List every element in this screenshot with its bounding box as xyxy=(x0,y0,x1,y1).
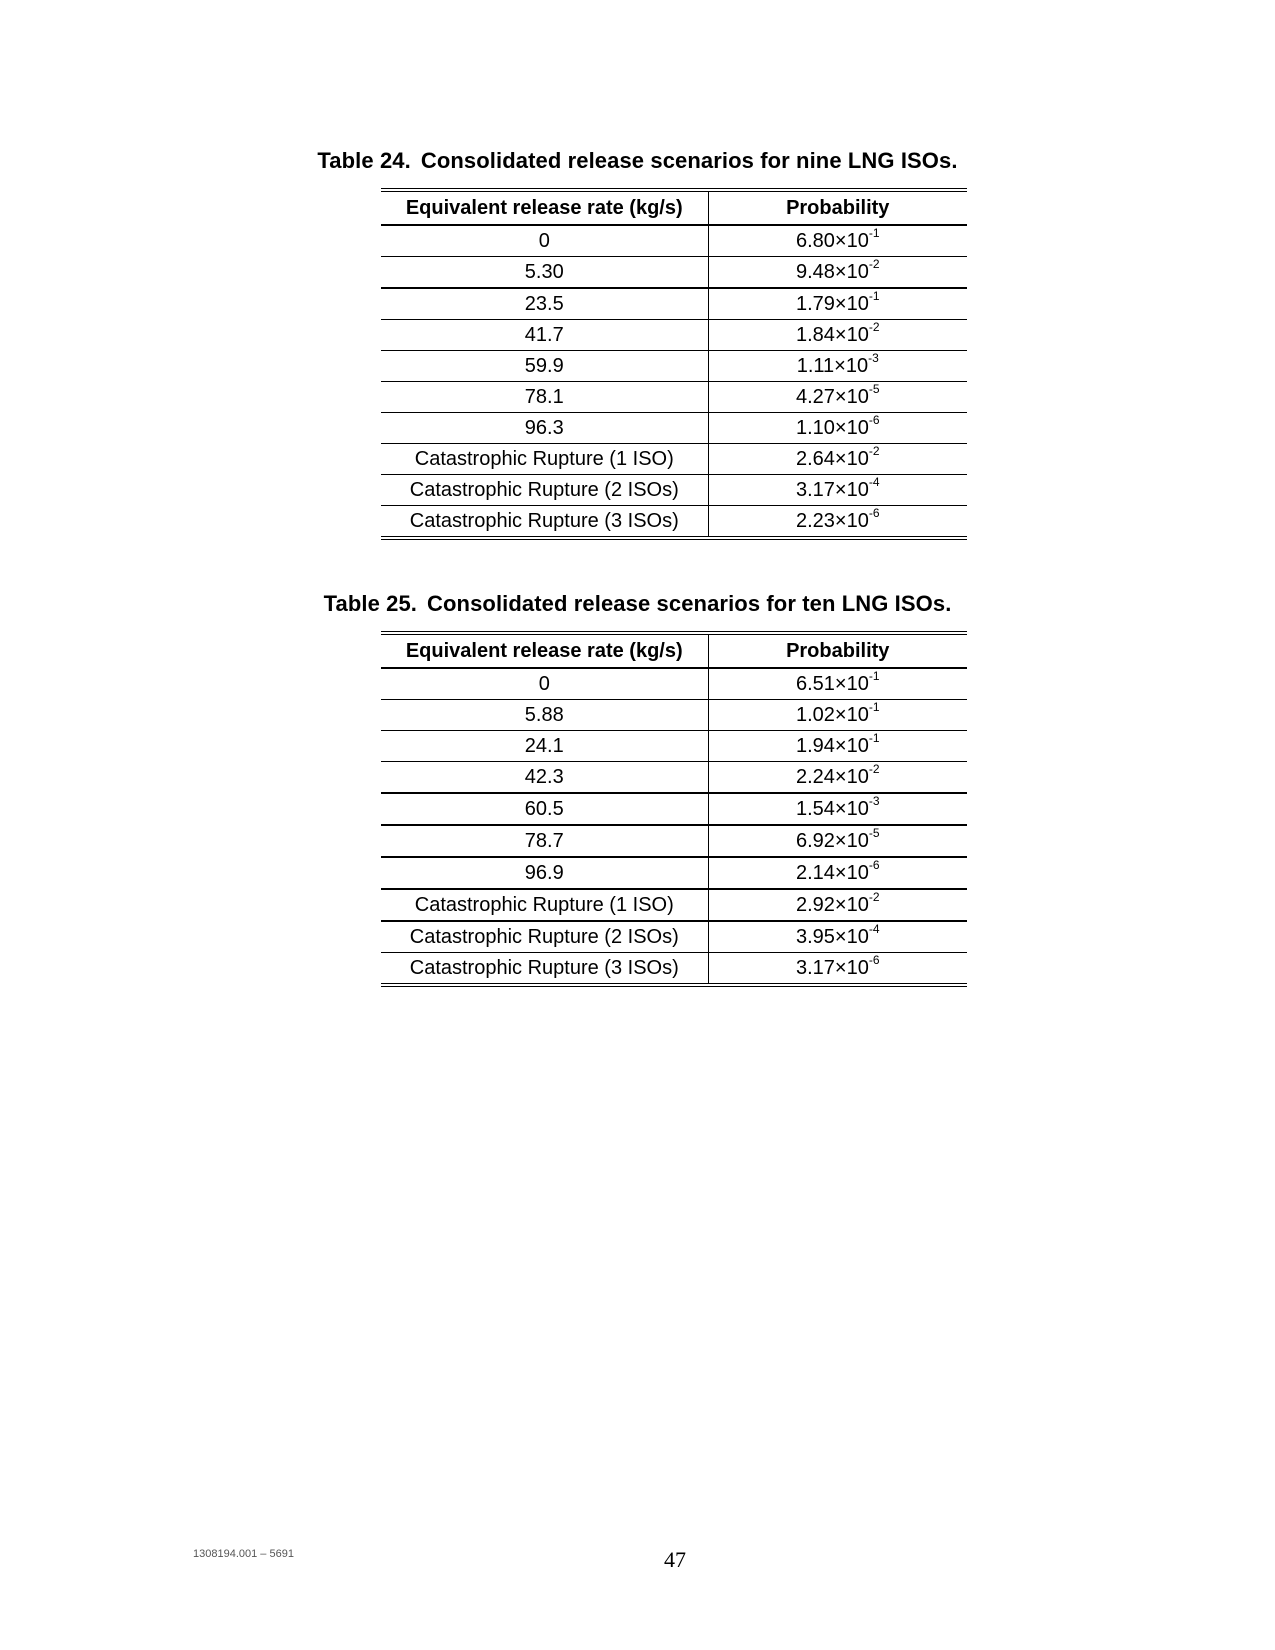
release-rate-cell: Catastrophic Rupture (2 ISOs) xyxy=(381,921,708,953)
probability-exponent: -1 xyxy=(868,669,880,684)
probability-exponent: -6 xyxy=(868,413,880,428)
times-ten: ×10 xyxy=(834,704,869,726)
probability-mantissa: 2.23 xyxy=(795,510,835,532)
release-rate-cell: Catastrophic Rupture (1 ISO) xyxy=(381,444,708,475)
probability-exponent: -1 xyxy=(868,700,880,715)
table-row xyxy=(381,793,967,825)
probability-mantissa: 4.27 xyxy=(795,386,835,408)
document-id: 1308194.001 – 5691 xyxy=(193,1548,294,1560)
probability-mantissa: 2.64 xyxy=(795,448,835,470)
probability-mantissa: 6.80 xyxy=(795,230,835,252)
probability-mantissa: 1.79 xyxy=(795,293,835,315)
times-ten: ×10 xyxy=(834,417,869,439)
times-ten: ×10 xyxy=(834,766,869,788)
probability-mantissa: 6.92 xyxy=(795,830,835,852)
page-number: 47 xyxy=(664,1547,686,1572)
column-header-release-rate: Equivalent release rate (kg/s) xyxy=(381,633,708,668)
times-ten: ×10 xyxy=(834,830,869,852)
probability-exponent: -2 xyxy=(868,890,880,905)
probability-mantissa: 1.54 xyxy=(795,798,835,820)
table-header-row xyxy=(381,190,967,225)
probability-exponent: -3 xyxy=(868,794,880,809)
probability-mantissa: 1.10 xyxy=(795,417,835,439)
table-body xyxy=(381,225,967,538)
probability-mantissa: 6.51 xyxy=(795,673,835,695)
probability-exponent: -1 xyxy=(868,731,880,746)
table-row xyxy=(381,953,967,986)
probability-exponent: -4 xyxy=(868,922,880,937)
probability-cell xyxy=(708,320,967,351)
probability-exponent: -5 xyxy=(868,382,880,397)
release-rate-cell: 0 xyxy=(381,225,708,257)
probability-cell xyxy=(708,225,967,257)
probability-cell xyxy=(708,700,967,731)
table-row xyxy=(381,668,967,700)
table-24 xyxy=(381,188,967,540)
probability-mantissa: 3.17 xyxy=(795,957,835,979)
probability-cell xyxy=(708,921,967,953)
times-ten: ×10 xyxy=(834,386,869,408)
table-row xyxy=(381,731,967,762)
probability-mantissa: 9.48 xyxy=(795,261,835,283)
table-row xyxy=(381,857,967,889)
release-rate-cell: 78.7 xyxy=(381,825,708,857)
table-row xyxy=(381,351,967,382)
table-25-label: Table 25. xyxy=(323,591,418,616)
probability-mantissa: 1.11 xyxy=(796,355,835,377)
probability-exponent: -6 xyxy=(868,858,880,873)
probability-mantissa: 2.92 xyxy=(795,894,835,916)
table-body xyxy=(381,668,967,985)
table-row xyxy=(381,257,967,289)
probability-exponent: -1 xyxy=(868,289,880,304)
release-rate-cell: Catastrophic Rupture (3 ISOs) xyxy=(381,506,708,539)
table-row xyxy=(381,225,967,257)
probability-cell xyxy=(708,668,967,700)
probability-cell xyxy=(708,762,967,794)
probability-mantissa: 1.84 xyxy=(795,324,835,346)
release-rate-cell: Catastrophic Rupture (1 ISO) xyxy=(381,889,708,921)
release-rate-cell: 5.30 xyxy=(381,257,708,289)
times-ten: ×10 xyxy=(834,926,869,948)
times-ten: ×10 xyxy=(834,230,869,252)
probability-mantissa: 1.94 xyxy=(795,735,835,757)
probability-cell xyxy=(708,475,967,506)
table-row xyxy=(381,700,967,731)
table-header-row xyxy=(381,633,967,668)
probability-cell xyxy=(708,288,967,320)
times-ten: ×10 xyxy=(834,798,869,820)
release-rate-cell: 41.7 xyxy=(381,320,708,351)
column-header-release-rate: Equivalent release rate (kg/s) xyxy=(381,190,708,225)
probability-exponent: -6 xyxy=(868,506,880,521)
times-ten: ×10 xyxy=(834,735,869,757)
table-row xyxy=(381,921,967,953)
times-ten: ×10 xyxy=(834,894,869,916)
probability-cell xyxy=(708,731,967,762)
times-ten: ×10 xyxy=(834,957,869,979)
release-rate-cell: 0 xyxy=(381,668,708,700)
table-25-title: Consolidated release scenarios for ten LNG ISOs. xyxy=(427,591,952,616)
times-ten: ×10 xyxy=(834,862,869,884)
release-rate-cell: 96.3 xyxy=(381,413,708,444)
probability-cell xyxy=(708,257,967,289)
probability-mantissa: 2.14 xyxy=(795,862,835,884)
column-header-probability: Probability xyxy=(708,190,967,225)
probability-exponent: -4 xyxy=(868,475,880,490)
table-row xyxy=(381,825,967,857)
release-rate-cell: 60.5 xyxy=(381,793,708,825)
probability-cell xyxy=(708,889,967,921)
table-row xyxy=(381,288,967,320)
times-ten: ×10 xyxy=(834,673,869,695)
table-24-caption xyxy=(0,148,1275,174)
table-row xyxy=(381,762,967,794)
probability-mantissa: 1.02 xyxy=(795,704,835,726)
release-rate-cell: 78.1 xyxy=(381,382,708,413)
probability-mantissa: 3.17 xyxy=(795,479,835,501)
probability-cell xyxy=(708,825,967,857)
times-ten: ×10 xyxy=(834,293,869,315)
probability-exponent: -2 xyxy=(868,320,880,335)
probability-cell xyxy=(708,382,967,413)
table-25 xyxy=(381,631,967,987)
release-rate-cell: 59.9 xyxy=(381,351,708,382)
times-ten: ×10 xyxy=(834,324,869,346)
release-rate-cell: 23.5 xyxy=(381,288,708,320)
probability-cell xyxy=(708,953,967,986)
probability-exponent: -6 xyxy=(868,953,880,968)
probability-exponent: -2 xyxy=(868,444,880,459)
probability-exponent: -1 xyxy=(868,226,880,241)
times-ten: ×10 xyxy=(834,261,869,283)
probability-mantissa: 3.95 xyxy=(795,926,835,948)
times-ten: ×10 xyxy=(834,448,869,470)
probability-cell xyxy=(708,793,967,825)
table-row xyxy=(381,320,967,351)
release-rate-cell: 24.1 xyxy=(381,731,708,762)
release-rate-cell: Catastrophic Rupture (2 ISOs) xyxy=(381,475,708,506)
probability-cell xyxy=(708,506,967,539)
release-rate-cell: Catastrophic Rupture (3 ISOs) xyxy=(381,953,708,986)
table-24-title: Consolidated release scenarios for nine LNG ISOs. xyxy=(420,148,958,173)
table-24-label: Table 24. xyxy=(317,148,411,173)
table-row xyxy=(381,382,967,413)
release-rate-cell: 42.3 xyxy=(381,762,708,794)
probability-exponent: -5 xyxy=(868,826,880,841)
release-rate-cell: 96.9 xyxy=(381,857,708,889)
probability-mantissa: 2.24 xyxy=(795,766,835,788)
table-row xyxy=(381,413,967,444)
probability-cell xyxy=(708,444,967,475)
column-header-probability: Probability xyxy=(708,633,967,668)
times-ten: ×10 xyxy=(834,479,869,501)
release-rate-cell: 5.88 xyxy=(381,700,708,731)
probability-cell xyxy=(708,413,967,444)
table-25-caption xyxy=(0,591,1275,617)
table-row xyxy=(381,506,967,539)
table-row xyxy=(381,444,967,475)
probability-exponent: -3 xyxy=(868,351,879,366)
probability-exponent: -2 xyxy=(868,762,880,777)
table-row xyxy=(381,475,967,506)
probability-cell xyxy=(708,351,967,382)
times-ten: ×10 xyxy=(834,510,869,532)
probability-cell xyxy=(708,857,967,889)
table-row xyxy=(381,889,967,921)
probability-exponent: -2 xyxy=(868,257,880,272)
times-ten: ×10 xyxy=(834,355,869,377)
